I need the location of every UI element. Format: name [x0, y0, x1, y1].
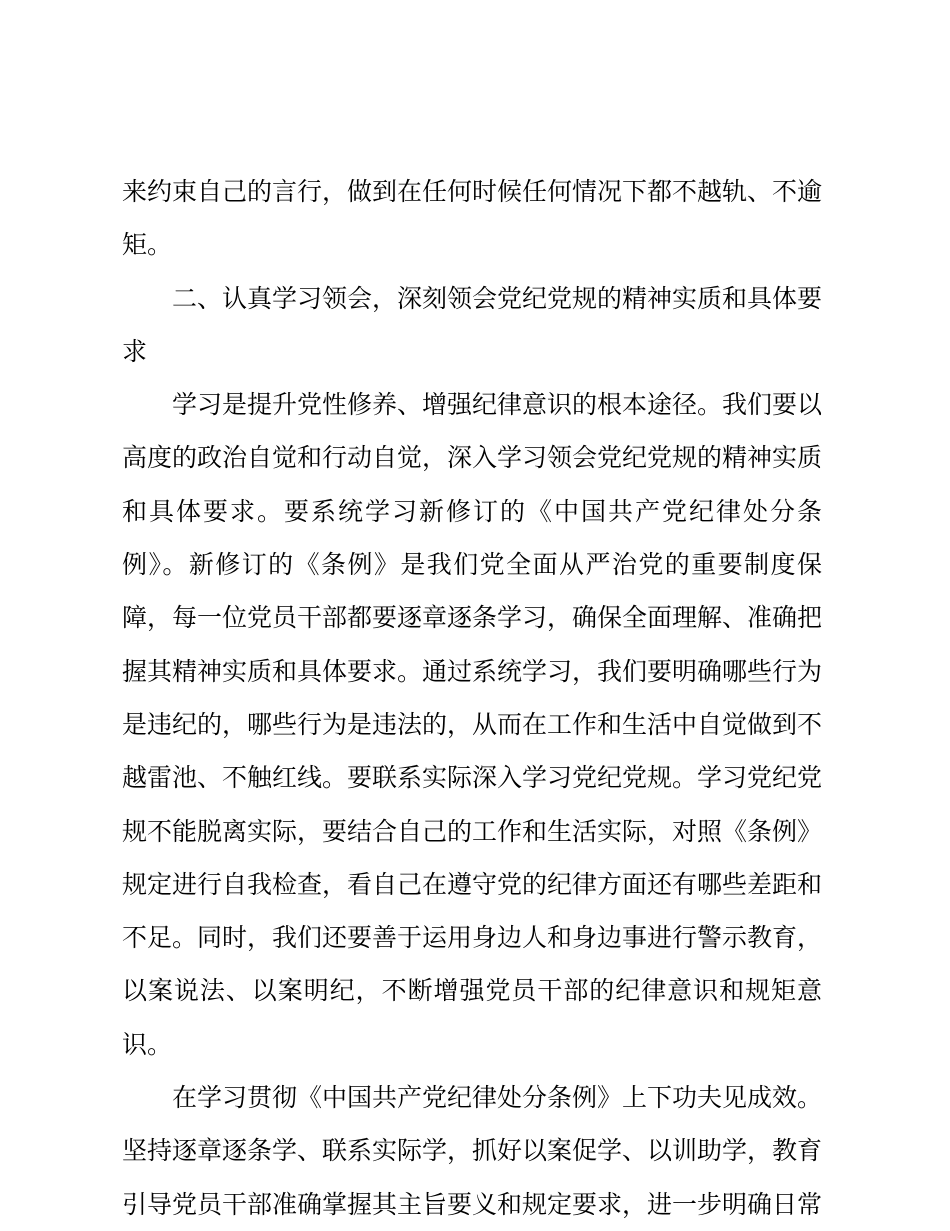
document-body — [122, 165, 822, 1231]
paragraph-continuation: 来约束自己的言行，做到在任何时候任何情况下都不越轨、不逾矩。 — [122, 177, 823, 260]
paragraph-implement: 在学习贯彻《中国共产党纪律处分条例》上下功夫见成效。坚持逐章逐条学、联系实际学，抓好以案促学、以训助学，教育引导党员干部准确掌握其主旨要义和规定要求，进一步明确日常 — [122, 1083, 823, 1219]
paragraph-study: 学习是提升党性修养、增强纪律意识的根本途径。我们要以高度的政治自觉和行动自觉，深入学习领会党纪党规的精神实质和具体要求。要系统学习新修订的《中国共产党纪律处分条例》。新修订的《条例》是我们党全面从严治党的重要制度保障，每一位党员干部都要逐章逐条学习，确保全面理解、准确把握其精神实质和具体要求。通过系统学习，我们要明确哪些行为是违纪的，哪些行为是违法的，从而在工作和生活中自觉做到不越雷池、不触红线。要联系实际深入学习党纪党规。学习党纪党规不能脱离实际，要结合自己的工作和生活实际，对照《条例》规定进行自我检查，看自己在遵守党的纪律方面还有哪些差距和不足。同时，我们还要善于运用身边人和身边事进行警示教育，以案说法、以案明纪，不断增强党员干部的纪律意识和规矩意识。 — [122, 390, 823, 1059]
section-heading: 二、认真学习领会，深刻领会党纪党规的精神实质和具体要求 — [122, 283, 823, 366]
